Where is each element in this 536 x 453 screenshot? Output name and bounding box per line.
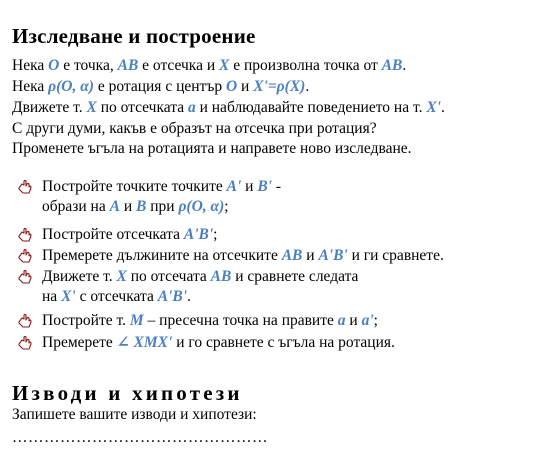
- section-title: Изследване и построение: [12, 24, 256, 48]
- task-text: на: [42, 288, 62, 305]
- task-text: Постройте т.: [42, 312, 130, 329]
- math-A-prime: A': [226, 178, 242, 195]
- task-text: по отсечата: [126, 268, 211, 285]
- task-text: Премерете дължините на отсечките: [42, 247, 282, 264]
- math-a-prime: a': [361, 312, 374, 329]
- math-angle-XMX-prime: ∠ XMX': [116, 334, 173, 351]
- conclusions-title: Изводи и хипотези: [12, 381, 243, 405]
- task-item-4: [0, 267, 536, 307]
- task-text: образи на: [42, 198, 110, 215]
- task-text: и: [241, 178, 258, 195]
- intro-text: е отсечка и: [138, 57, 220, 74]
- task-item-2: [0, 225, 536, 245]
- pointing-hand-icon: [17, 227, 33, 243]
- task-text: Постройте отсечката: [42, 226, 184, 243]
- task-text: с отсечката: [75, 288, 158, 305]
- task-item-3: [0, 246, 536, 266]
- task-text: .: [187, 288, 191, 305]
- task-text: Постройте точките точките: [42, 178, 227, 195]
- intro-text: е произволна точка от: [229, 57, 382, 74]
- math-O: O: [48, 57, 60, 74]
- intro-text: Движете т.: [12, 99, 87, 116]
- intro-text: Нека: [12, 57, 49, 74]
- task-line: [42, 267, 358, 287]
- task-item-1: [0, 177, 536, 217]
- pointing-hand-icon: [17, 248, 33, 264]
- math-X-image: X'=ρ(X): [253, 78, 306, 95]
- task-line: [42, 287, 191, 307]
- task-item-5: [0, 311, 536, 331]
- math-A-prime-B-prime: A'B': [157, 288, 188, 305]
- intro-text: е ротация с център: [93, 78, 226, 95]
- math-a: a: [187, 99, 196, 116]
- intro-line-3: [12, 98, 445, 118]
- task-text: и го сравнете с ъгъла на ротация.: [172, 334, 395, 351]
- intro-line-2: [12, 77, 309, 97]
- task-line: [42, 177, 281, 197]
- task-text: ;: [373, 312, 378, 329]
- math-O: O: [225, 78, 238, 95]
- math-AB: AB: [281, 247, 303, 264]
- conclusions-prompt: Запишете вашите изводи и хипотези:: [12, 406, 257, 423]
- task-line: [42, 197, 229, 217]
- math-A-prime-B-prime: A'B': [318, 247, 348, 264]
- task-text: и: [302, 247, 319, 264]
- math-a: a: [337, 312, 346, 329]
- intro-line-5: Променете ъгъла на ротацията и направете ново изследване.: [12, 140, 412, 157]
- pointing-hand-icon: [17, 335, 33, 351]
- intro-text: по отсечката: [96, 99, 188, 116]
- pointing-hand-icon: [17, 313, 33, 329]
- task-line: [42, 225, 217, 245]
- intro-line-4: С други думи, какъв е образът на отсечка при ротация?: [12, 120, 377, 137]
- math-B: B: [136, 198, 147, 215]
- task-text: и: [345, 312, 362, 329]
- task-text: и сравнете следата: [231, 268, 359, 285]
- math-X: X: [86, 99, 97, 116]
- task-item-6: [0, 333, 536, 353]
- task-line: [42, 246, 444, 266]
- pointing-hand-icon: [17, 179, 33, 195]
- math-A: A: [109, 198, 120, 215]
- intro-text: Нека: [12, 78, 49, 95]
- math-X: X: [116, 268, 127, 285]
- task-text: и: [119, 198, 136, 215]
- task-text: ;: [213, 226, 218, 243]
- intro-text: и: [237, 78, 254, 95]
- intro-text: .: [305, 78, 310, 95]
- pointing-hand-icon: [17, 269, 33, 285]
- task-text: и ги сравнете.: [347, 247, 444, 264]
- math-AB: AB: [210, 268, 232, 285]
- task-line: [42, 333, 395, 353]
- math-X: X: [219, 57, 230, 74]
- task-text: ;: [224, 198, 229, 215]
- math-rotation: ρ(O, α): [48, 78, 94, 95]
- math-rotation: ρ(O, α): [178, 198, 225, 215]
- task-line: [42, 311, 378, 331]
- math-AB: AB: [381, 57, 403, 74]
- math-A-prime-B-prime: A'B': [183, 226, 214, 243]
- intro-text: е точка,: [59, 57, 118, 74]
- task-text: -: [272, 178, 282, 195]
- math-M: M: [129, 312, 144, 329]
- task-text: Движете т.: [42, 268, 117, 285]
- math-X-prime: X': [61, 288, 76, 305]
- math-X-prime: X': [426, 99, 441, 116]
- intro-text: .: [441, 99, 445, 116]
- task-text: – пресечна точка на правите: [143, 312, 338, 329]
- intro-line-1: [12, 56, 406, 76]
- math-AB: AB: [117, 57, 139, 74]
- math-B-prime: B': [257, 178, 272, 195]
- answer-line[interactable]: …………………………………………: [12, 429, 268, 446]
- task-text: Премерете: [42, 334, 117, 351]
- intro-text: и наблюдавайте поведението на т.: [195, 99, 427, 116]
- intro-text: .: [402, 57, 407, 74]
- task-text: при: [146, 198, 179, 215]
